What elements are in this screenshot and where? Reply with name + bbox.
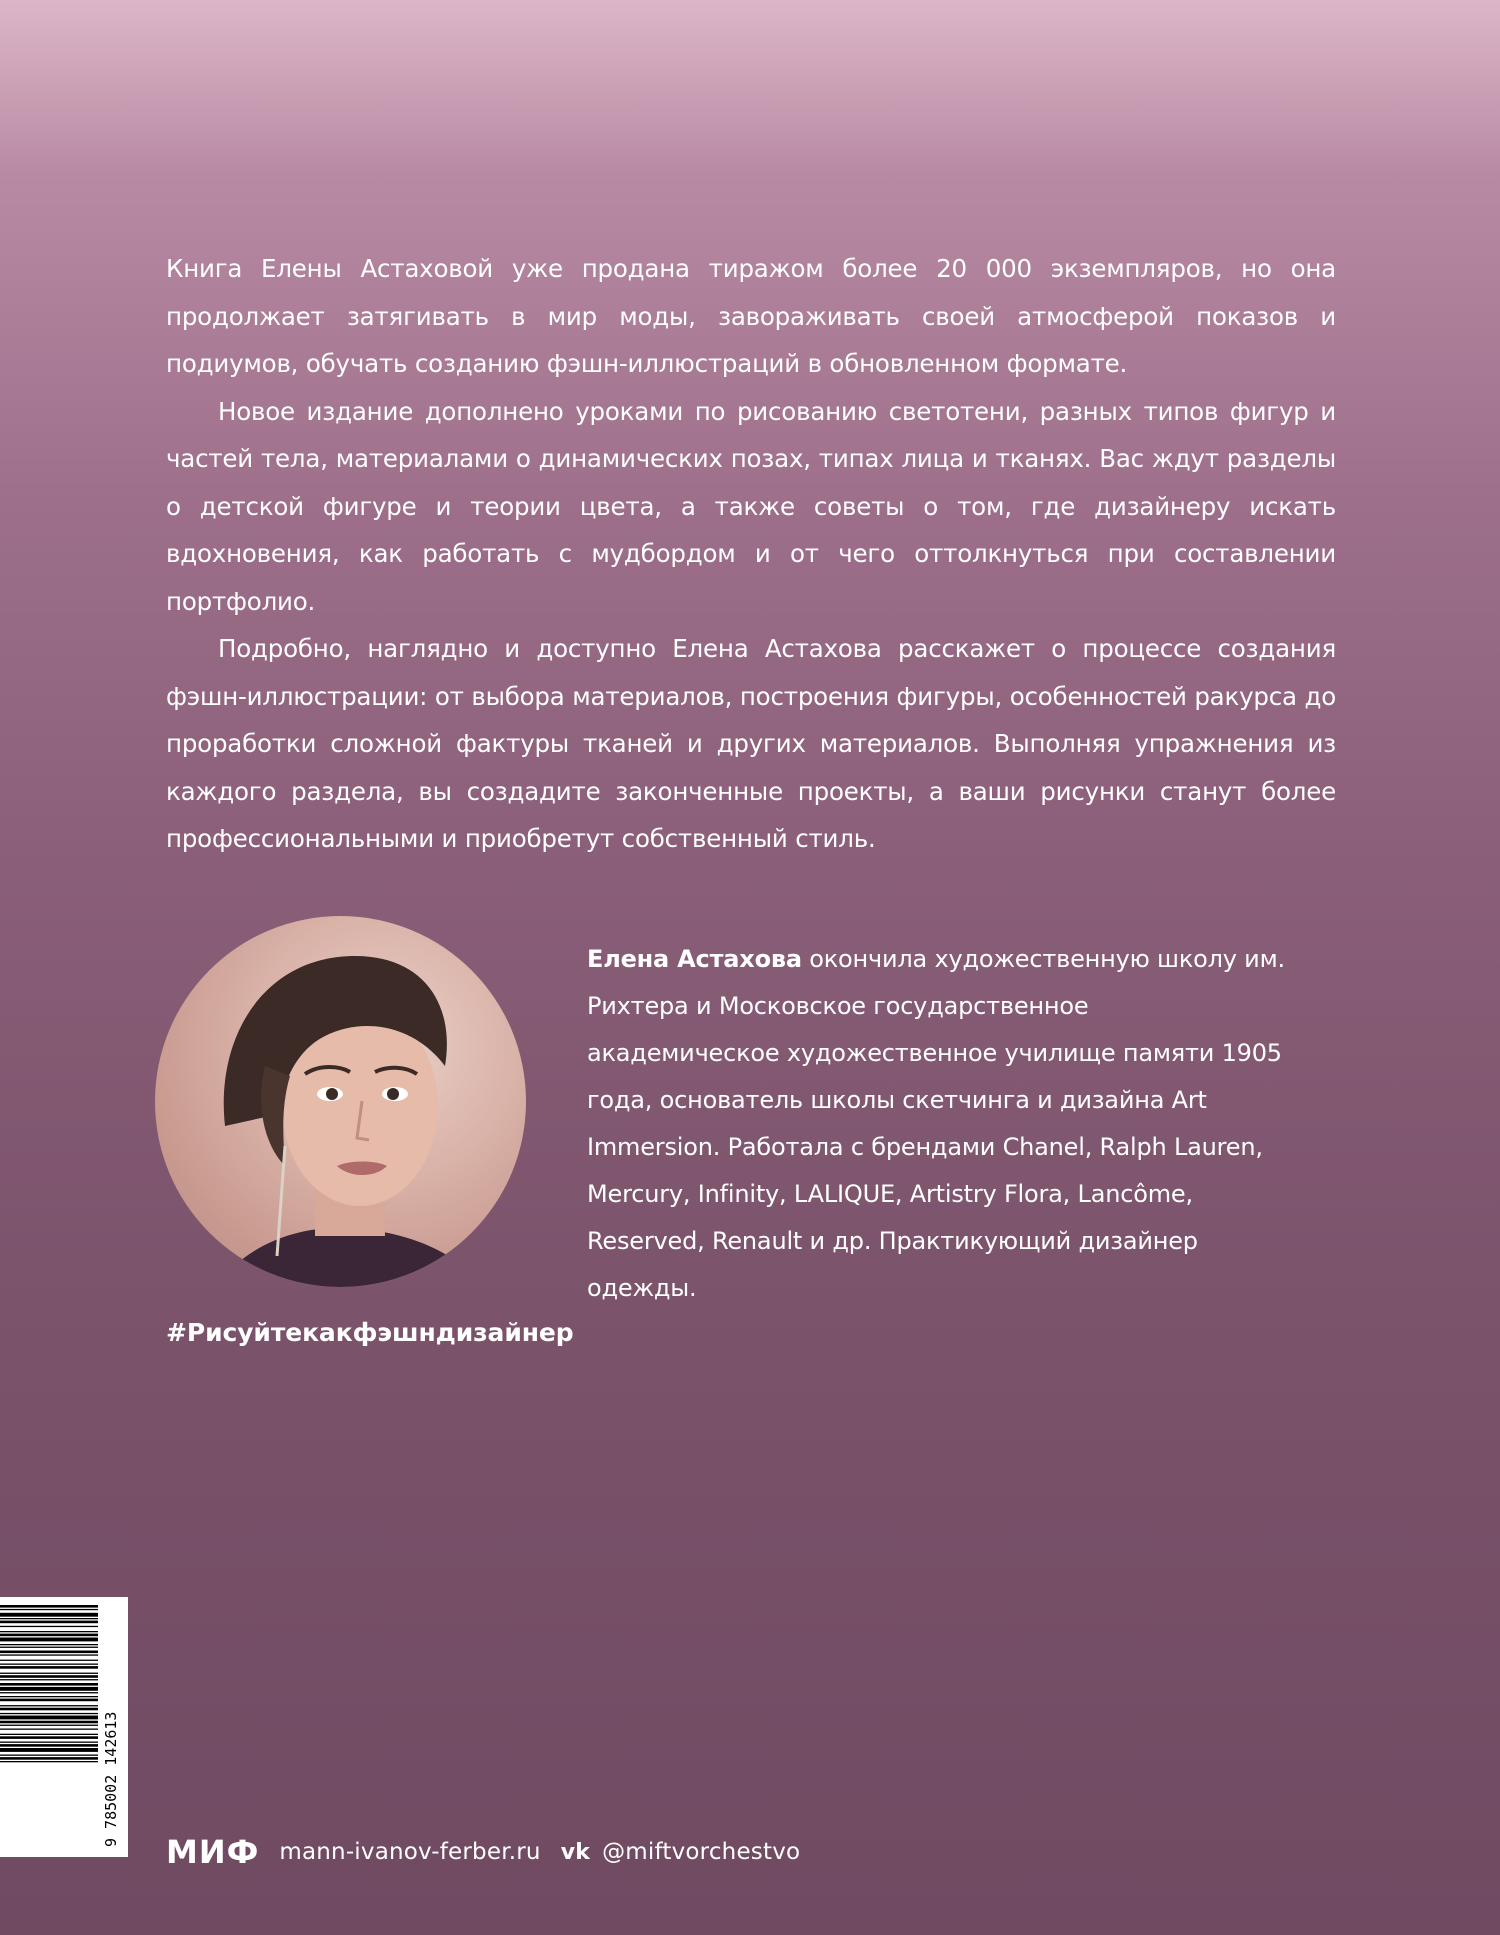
barcode-bar xyxy=(0,1736,98,1739)
barcode-bar xyxy=(0,1748,98,1752)
author-name: Елена Астахова xyxy=(587,945,802,973)
author-bio-text: окончила художественную школу им. Рихтера и Московское государственное академическое художественное училище памяти 1905 года, основатель школы скетчинга и дизайна Art Immersion. Работала с брендами Chanel, Ralph Lauren, Mercury, Infinity, LALIQUE, Artistry Flora, Lancôme, Reserved, Renault и др. Практикующий дизайнер одежды. xyxy=(587,945,1285,1302)
barcode-bar xyxy=(0,1651,98,1654)
barcode-bar xyxy=(0,1660,98,1661)
barcode-bar xyxy=(0,1742,98,1743)
barcode-bar xyxy=(0,1721,98,1724)
description-paragraph-3: Подробно, наглядно и доступно Елена Астахова расскажет о процессе создания фэшн-иллюстрации: от выбора материалов, построения фигуры, особенностей ракурса до проработки сложной фактуры тканей и других материалов. Выполняя упражнения из каждого раздела, вы создадите законченные проекты, а ваши рисунки станут более профессиональными и приобретут собственный стиль. xyxy=(166,634,1336,853)
barcode-bar xyxy=(0,1705,98,1706)
barcode-bar xyxy=(0,1683,98,1686)
barcode-bar xyxy=(0,1692,98,1693)
barcode-bar xyxy=(0,1699,98,1702)
publisher-footer xyxy=(166,1832,800,1872)
barcode-digits: 9 785002 142613 xyxy=(102,1711,120,1847)
barcode-bar xyxy=(0,1644,98,1645)
barcode-bar xyxy=(0,1664,98,1665)
barcode-bar xyxy=(0,1757,98,1760)
barcode-bar xyxy=(0,1647,98,1648)
isbn-barcode xyxy=(0,1597,128,1857)
barcode-bar xyxy=(0,1631,98,1632)
description-paragraph-2: Новое издание дополнено уроками по рисованию светотени, разных типов фигур и частей тела, материалами о динамических позах, типах лица и тканях. Вас ждут разделы о детской фигуре и теории цвета, а также советы о том, где дизайнеру искать вдохновения, как работать с мудбордом и от чего оттолкнуться при составлении портфолио. xyxy=(166,396,1336,616)
author-portrait xyxy=(155,916,526,1287)
barcode-bar xyxy=(0,1725,98,1726)
barcode-bar xyxy=(0,1708,98,1711)
barcode-bar xyxy=(0,1673,98,1674)
social-handle-link[interactable]: @miftvorchestvo xyxy=(602,1839,801,1865)
barcode-bar xyxy=(0,1621,98,1624)
barcode-bar xyxy=(0,1609,98,1610)
barcode-bar xyxy=(0,1716,98,1720)
barcode-bar xyxy=(0,1734,98,1735)
barcode-bar xyxy=(0,1679,98,1680)
barcode-bar xyxy=(0,1626,98,1627)
barcode-bar xyxy=(0,1761,98,1762)
barcode-bar xyxy=(0,1618,98,1619)
barcode-bar xyxy=(0,1687,98,1691)
barcode-bar xyxy=(0,1605,98,1608)
vk-icon: vk xyxy=(560,1839,591,1865)
barcode-bar xyxy=(0,1755,98,1756)
description-paragraph-1: Книга Елены Астаховой уже продана тиражом более 20 000 экземпляров, но она продолжает затягивать в мир моды, завораживать своей атмосферой показов и подиумов, обучать созданию фэшн-иллюстраций в обновленном формате. xyxy=(166,254,1336,378)
barcode-bar xyxy=(0,1713,98,1714)
barcode-bar xyxy=(0,1666,98,1669)
barcode-bar xyxy=(0,1675,98,1678)
barcode-bar xyxy=(0,1638,98,1642)
hashtag: #Рисуйтекакфэшндизайнер xyxy=(166,1318,574,1347)
publisher-logo: МИФ xyxy=(166,1833,260,1871)
barcode-bar xyxy=(0,1654,98,1655)
barcode-bar xyxy=(0,1696,98,1697)
barcode-bar xyxy=(0,1744,98,1747)
barcode-bar xyxy=(0,1729,98,1730)
barcode-bar xyxy=(0,1613,98,1617)
author-bio xyxy=(587,936,1287,1312)
book-description xyxy=(166,245,1336,863)
publisher-website-link[interactable]: mann-ivanov-ferber.ru xyxy=(279,1839,541,1865)
barcode-bar xyxy=(0,1634,98,1637)
